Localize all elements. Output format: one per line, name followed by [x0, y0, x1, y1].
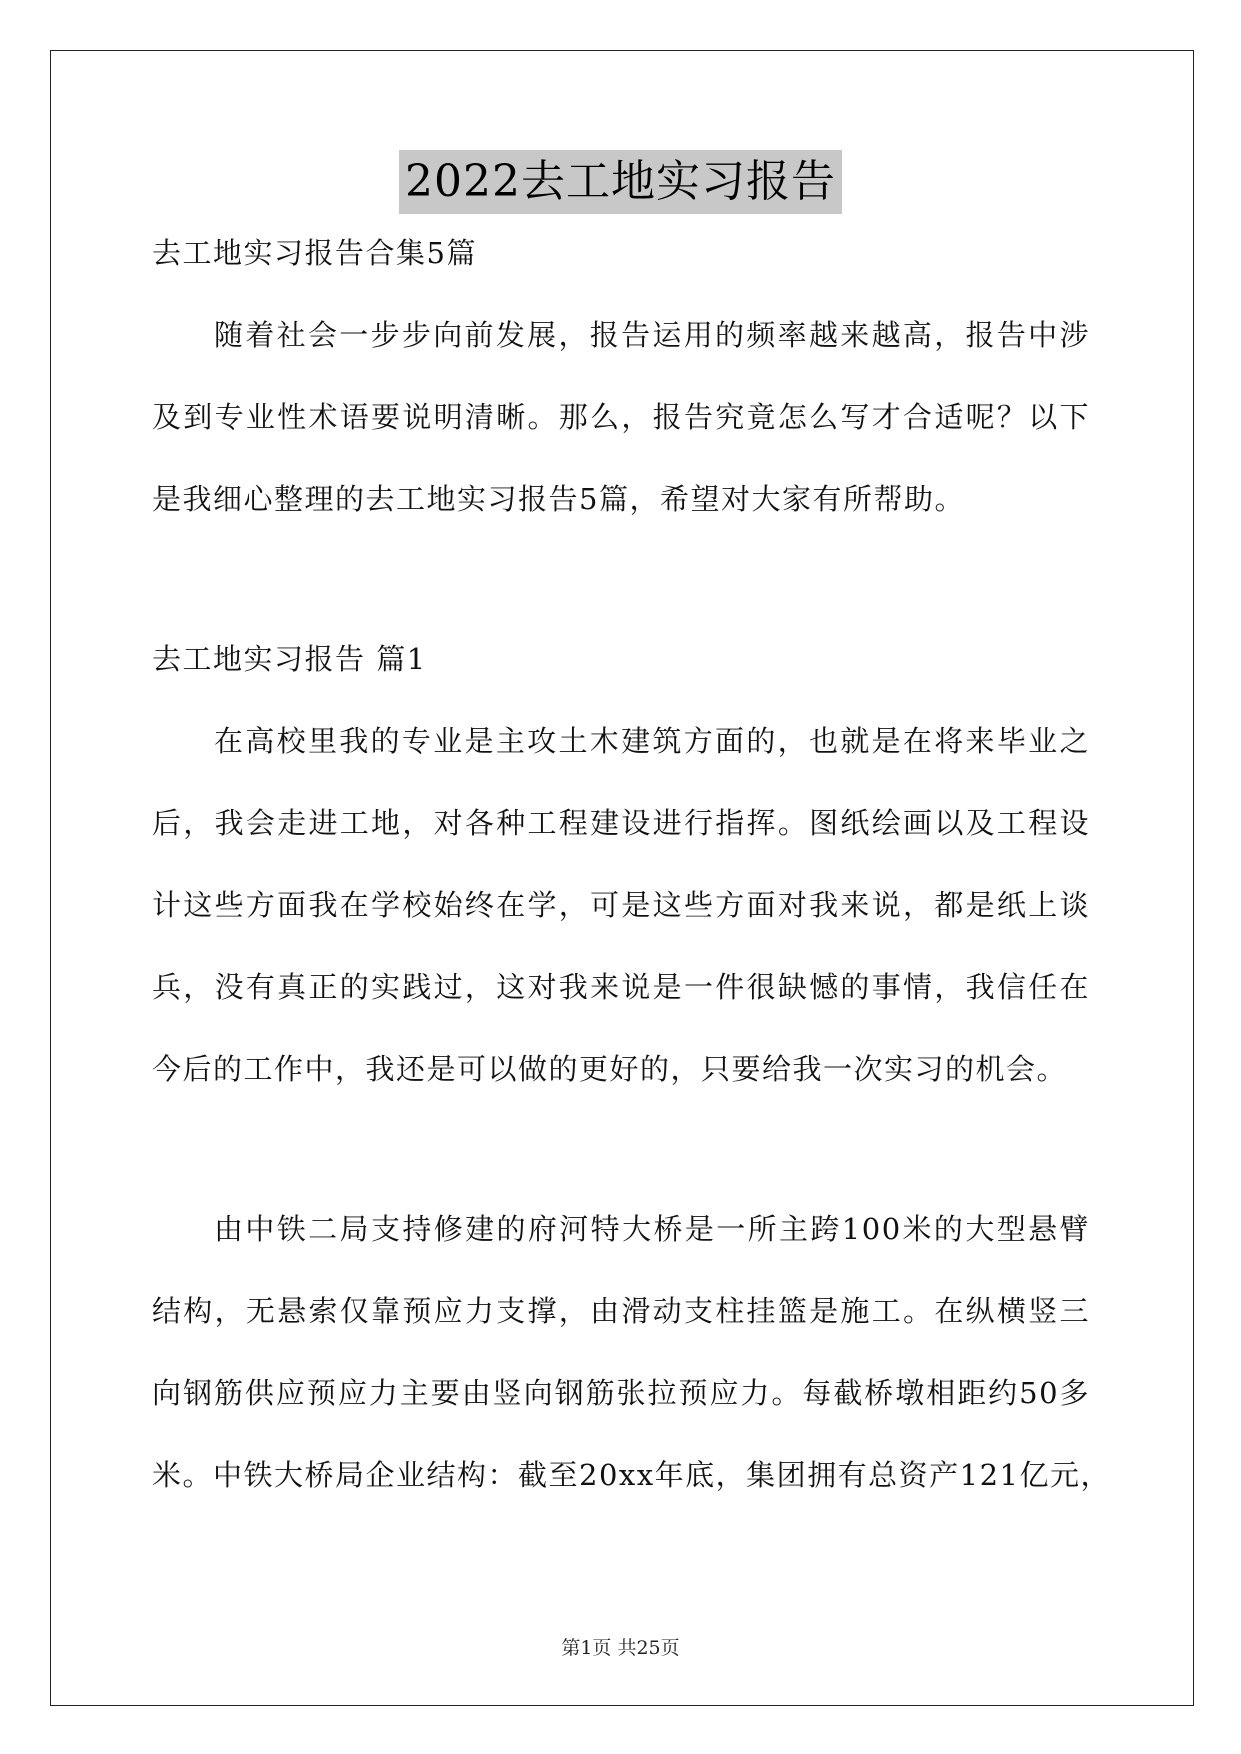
paragraph-line: 向钢筋供应预应力主要由竖向钢筋张拉预应力。每截桥墩相距约50多 — [152, 1376, 1090, 1410]
paragraph-line: 结构，无悬索仅靠预应力支撑，由滑动支柱挂篮是施工。在纵横竖三 — [152, 1294, 1090, 1328]
intro-line: 是我细心整理的去工地实习报告5篇，希望对大家有所帮助。 — [152, 482, 965, 516]
paragraph-line: 后，我会走进工地，对各种工程建设进行指挥。图纸绘画以及工程设 — [152, 806, 1090, 840]
section-heading: 去工地实习报告 篇1 — [152, 642, 427, 676]
paragraph-line: 在高校里我的专业是主攻土木建筑方面的，也就是在将来毕业之 — [214, 724, 1090, 758]
intro-line: 及到专业性术语要说明清晰。那么，报告究竟怎么写才合适呢？以下 — [152, 400, 1090, 434]
paragraph-line: 米。中铁大桥局企业结构：截至20xx年底，集团拥有总资产121亿元， — [152, 1458, 1111, 1492]
paragraph-line: 计这些方面我在学校始终在学，可是这些方面对我来说，都是纸上谈 — [152, 888, 1090, 922]
paragraph-line: 今后的工作中，我还是可以做的更好的，只要给我一次实习的机会。 — [152, 1052, 1068, 1086]
document-title: 2022去工地实习报告 — [399, 150, 842, 214]
intro-line: 随着社会一步步向前发展，报告运用的频率越来越高，报告中涉 — [214, 318, 1090, 352]
document-body — [152, 232, 1111, 1496]
title-wrap — [0, 150, 1241, 214]
subtitle: 去工地实习报告合集5篇 — [152, 236, 477, 270]
paragraph-line: 由中铁二局支持修建的府河特大桥是一所主跨100米的大型悬臂 — [214, 1212, 1090, 1246]
paragraph-line: 兵，没有真正的实践过，这对我来说是一件很缺憾的事情，我信任在 — [152, 970, 1090, 1004]
page-number: 第1页 共25页 — [561, 1637, 680, 1659]
